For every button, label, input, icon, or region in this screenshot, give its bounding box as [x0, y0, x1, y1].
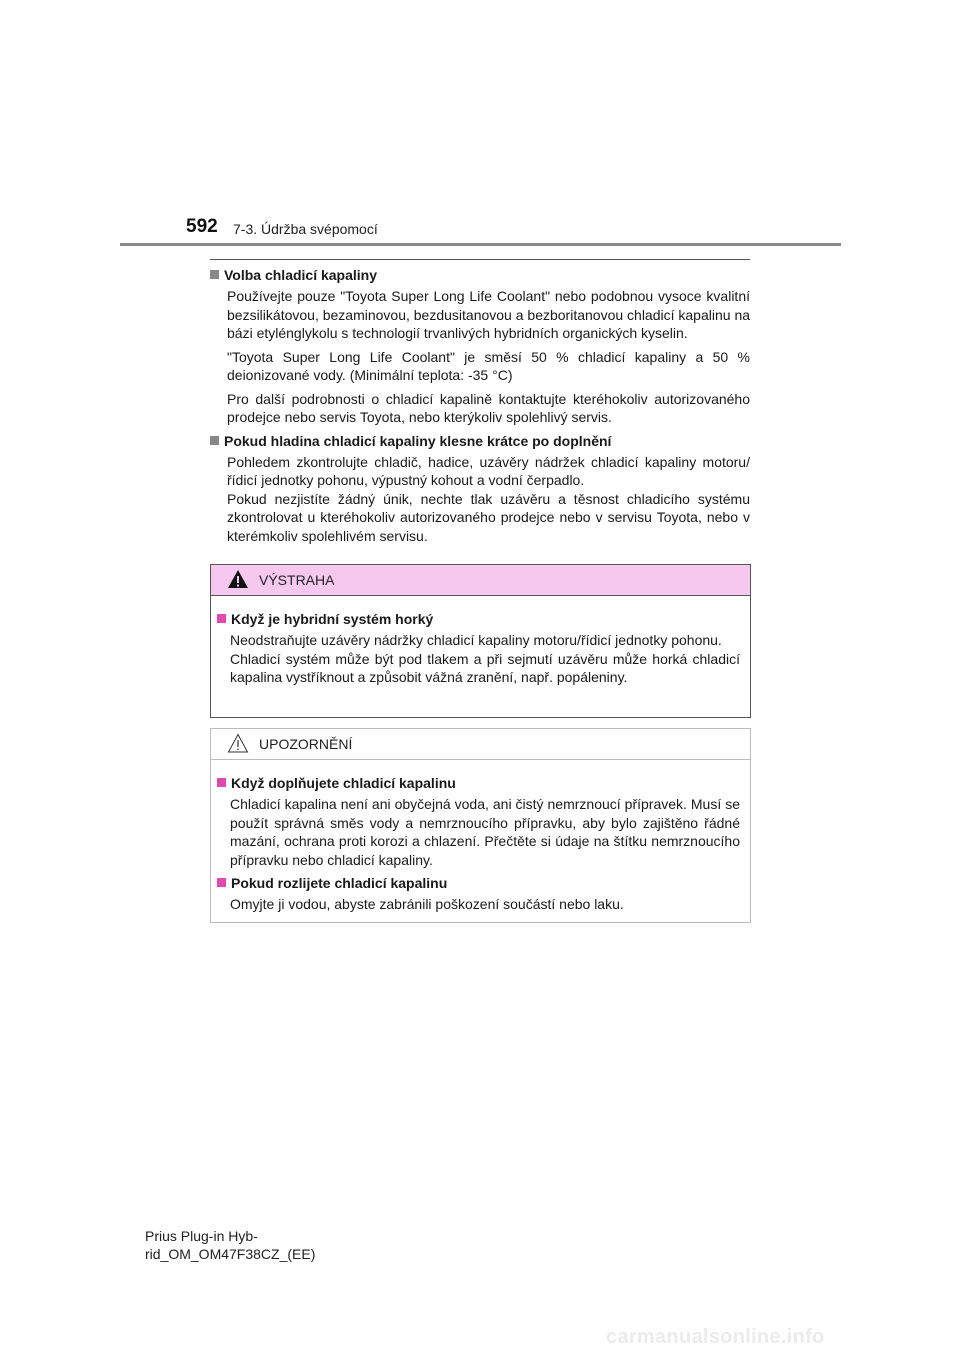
- warning-triangle-icon: [227, 569, 249, 589]
- page-header: [0, 0, 960, 250]
- square-bullet-icon: [217, 878, 226, 887]
- header-divider: [120, 243, 841, 246]
- square-bullet-icon: [217, 778, 226, 787]
- section-coolant-choice: [210, 266, 750, 427]
- notice-heading: Pokud rozlijete chladicí kapalinu: [217, 874, 740, 893]
- warning-body: [211, 596, 750, 687]
- footer-line-1: Prius Plug-in Hyb-: [145, 1228, 258, 1244]
- warning-box: [210, 564, 751, 718]
- notice-heading: Když doplňujete chladicí kapalinu: [217, 774, 740, 793]
- paragraph: Používejte pouze "Toyota Super Long Life Coolant" nebo podobnou vysoce kvalitní bezsilikátovou, bezaminovou, bezdusitanovou a bezboritanovou chladicí kapalinu na bázi etylénglykolu s technologií trvanlivých hybridních organických kyselin.: [227, 288, 751, 341]
- square-bullet-icon: [210, 436, 219, 445]
- page-footer: [145, 1227, 315, 1263]
- square-bullet-icon: [210, 270, 219, 279]
- caution-triangle-icon: [227, 733, 249, 753]
- warning-header: [211, 565, 750, 596]
- section-coolant-drop: [210, 432, 750, 546]
- paragraph: Chladicí systém může být pod tlakem a při sejmutí uzávěru může horká chladicí kapalina vystříknout a způsobit vážná zranění, např. popáleniny.: [230, 650, 740, 685]
- main-content: [210, 266, 750, 550]
- warning-label: VÝSTRAHA: [259, 572, 335, 588]
- paragraph: Neodstraňujte uzávěry nádržky chladicí kapaliny motoru/řídicí jednotky pohonu.: [230, 632, 722, 648]
- watermark: carmanualsonline.info: [606, 1326, 825, 1348]
- content-divider: [210, 259, 750, 260]
- paragraph: Pohledem zkontrolujte chladič, hadice, uzávěry nádržek chladicí kapaliny motoru/řídicí jednotky pohonu, výpustný kohout a vodní čerpadlo.: [227, 453, 750, 488]
- section-title: 7-3. Údržba svépomocí: [233, 221, 378, 237]
- section-heading: Volba chladicí kapaliny: [210, 266, 750, 285]
- paragraph: "Toyota Super Long Life Coolant" je směsí 50 % chladicí kapaliny a 50 % deionizované vody. (Minimální teplota: -35 °C): [227, 348, 750, 383]
- square-bullet-icon: [217, 614, 226, 623]
- warning-heading: Když je hybridní systém horký: [217, 610, 740, 629]
- paragraph: Pokud nezjistíte žádný únik, nechte tlak uzávěru a těsnost chladicího systému zkontrolovat u kteréhokoliv autorizovaného prodejce nebo v servisu Toyota, nebo v kterémkoliv spolehlivém servisu.: [227, 490, 750, 544]
- section-heading: Pokud hladina chladicí kapaliny klesne krátce po doplnění: [210, 432, 750, 451]
- footer-line-2: rid_OM_OM47F38CZ_(EE): [145, 1246, 316, 1262]
- notice-label: UPOZORNĚNÍ: [259, 736, 353, 752]
- notice-header: [211, 729, 750, 760]
- page-number: 592: [186, 216, 218, 237]
- notice-body: [211, 760, 750, 914]
- notice-box: [210, 728, 751, 923]
- paragraph: Omyjte ji vodou, abyste zabránili poškození součástí nebo laku.: [230, 896, 624, 912]
- paragraph: Pro další podrobnosti o chladicí kapalině kontaktujte kteréhokoliv autorizovaného prodejce nebo servis Toyota, nebo kterýkoliv spolehlivý servis.: [227, 390, 750, 425]
- paragraph: Chladicí kapalina není ani obyčejná voda, ani čistý nemrznoucí přípravek. Musí se použít správná směs vody a nemrznoucího přípravku, aby bylo zajištěno řádné mazání, ochrana proti korozi a chlazení. Přečtěte si údaje na štítku nemrznoucího přípravku nebo chladicí kapaliny.: [230, 796, 740, 868]
